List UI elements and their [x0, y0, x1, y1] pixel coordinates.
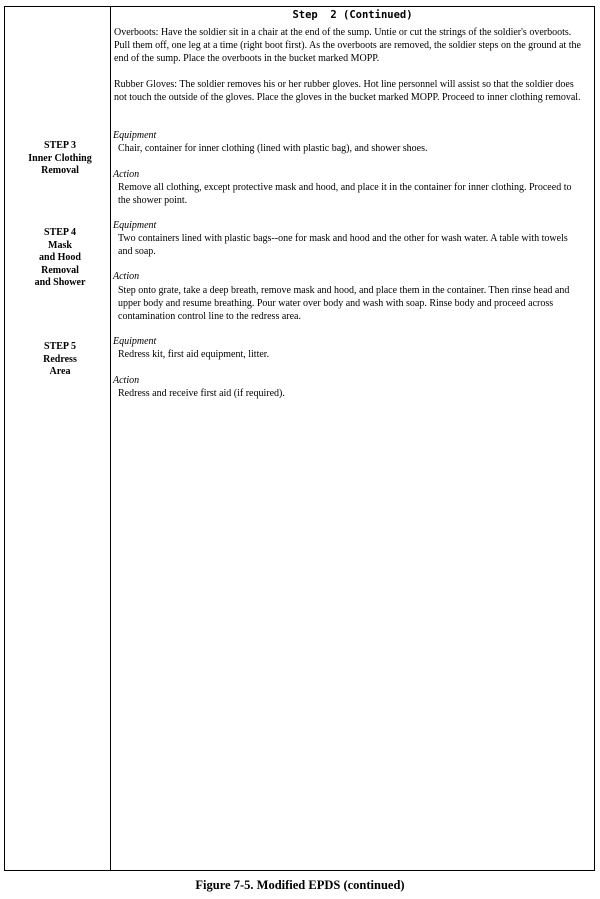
- overboots-paragraph: Overboots: Have the soldier sit in a chair at the end of the sump. Untie or cut the strings of the soldier's overboots. Pull them off, one leg at a time (right boot first). As the overboots are removed, the soldier steps on the ground at the end of the sump. Place the overboots in the bucket marked MOPP.: [114, 27, 581, 64]
- step-4-action-text: Step onto grate, take a deep breath, remove mask and hood, and place them in the container. Then rinse head and upper body and resume breathing. Pour water over body and wash with soap. Rinse body and proceed across contamination control line to the redress area.: [118, 285, 570, 322]
- step-4-equipment-heading: Equipment: [113, 220, 157, 231]
- rubber-gloves-paragraph: Rubber Gloves: The soldier removes his or her rubber gloves. Hot line personnel will assist so that the soldier does not touch the outside of the gloves. Place the gloves in the bucket marked MOPP. Proceed to inner clothing removal.: [114, 79, 581, 103]
- figure-caption: Figure 7-5. Modified EPDS (continued): [195, 878, 405, 892]
- step-3-action-text: Remove all clothing, except protective mask and hood, and place it in the container for inner clothing. Proceed to the shower point.: [118, 182, 572, 206]
- step-3-label-line: STEP 3: [44, 140, 76, 151]
- step-4-label-line: STEP 4: [44, 227, 76, 238]
- step-4-label-line: Mask: [48, 239, 72, 251]
- step-3-action-heading: Action: [113, 169, 140, 180]
- step-3-equipment-text: Chair, container for inner clothing (lined with plastic bag), and shower shoes.: [118, 143, 428, 154]
- step-5-label-line: Redress: [43, 353, 77, 365]
- figure-frame: [4, 6, 595, 871]
- step-4-label: [12, 227, 108, 290]
- step-5-label-line: STEP 5: [44, 341, 76, 352]
- step-2-continued-header: Step 2 (Continued): [292, 9, 413, 21]
- step-4-label-line: Removal: [41, 264, 79, 276]
- step-5-label: [12, 341, 108, 379]
- step-5-action-text: Redress and receive first aid (if required).: [118, 388, 285, 399]
- step-4-action-heading: Action: [113, 271, 140, 282]
- step-5-equipment-text: Redress kit, first aid equipment, litter.: [118, 349, 270, 360]
- step-3-equipment-heading: Equipment: [113, 130, 157, 141]
- step-4-label-line: and Shower: [34, 277, 86, 288]
- step-4-equipment-text: Two containers lined with plastic bags--one for mask and hood and the other for wash water. A table with towels and soap.: [118, 233, 568, 257]
- step-3-label-line: Removal: [41, 165, 79, 176]
- step-5-label-line: Area: [49, 366, 71, 377]
- step-5-action-heading: Action: [113, 375, 140, 386]
- step-5-equipment-heading: Equipment: [113, 336, 157, 347]
- column-divider: [110, 6, 111, 871]
- step-4-label-line: and Hood: [39, 252, 81, 263]
- step-3-label-line: Inner Clothing: [28, 152, 92, 164]
- step-3-label: [12, 140, 108, 178]
